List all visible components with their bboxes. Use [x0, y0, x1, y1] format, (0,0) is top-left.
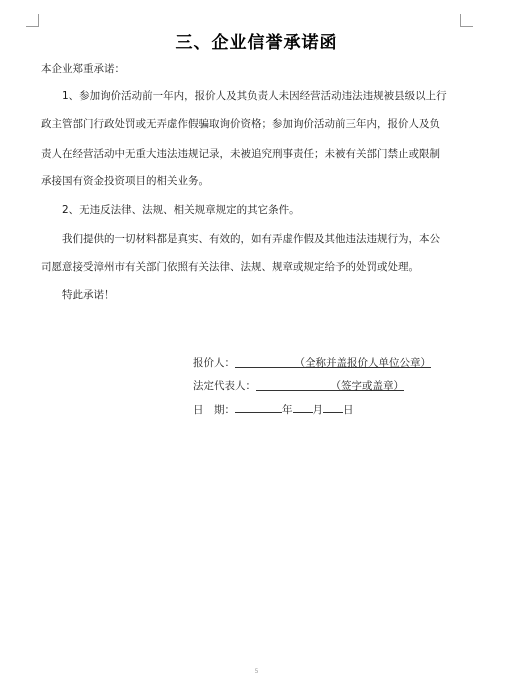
day-label: 日	[343, 404, 354, 416]
signature-bidder-row	[193, 356, 431, 370]
salutation: 本企业郑重承诺：	[41, 63, 125, 75]
rep-label: 法定代表人：	[193, 380, 256, 392]
year-label: 年	[282, 404, 293, 416]
para3-line-1: 我们提供的一切材料都是真实、有效的，如有弄虚作假及其他违法违规行为，本公	[62, 233, 440, 245]
para2: 2、无违反法律、法规、相关规章规定的其它条件。	[62, 204, 300, 216]
date-label: 日 期：	[193, 404, 235, 416]
bidder-note: （全称并盖报价人单位公章）	[294, 357, 431, 369]
document-title: 三、企业信誉承诺函	[175, 33, 338, 53]
crop-mark-top-left	[26, 14, 39, 27]
para1-line-1: 1、参加询价活动前一年内，报价人及其负责人未因经营活动违法违规被县级以上行	[62, 90, 447, 102]
page-number: 5	[254, 668, 259, 675]
closing: 特此承诺！	[62, 289, 115, 301]
bidder-label: 报价人：	[193, 357, 235, 369]
day-field[interactable]	[323, 401, 343, 413]
year-field[interactable]	[235, 401, 282, 413]
para1-line-4: 承接国有资金投资项目的相关业务。	[41, 175, 209, 187]
bidder-field[interactable]	[235, 356, 431, 368]
month-label: 月	[312, 404, 323, 416]
signature-date-row	[193, 401, 354, 417]
crop-mark-top-right	[460, 14, 473, 27]
rep-note: （签字或盖章）	[330, 380, 404, 392]
para1-line-3: 责人在经营活动中无重大违法违规记录，未被追究刑事责任；未被有关部门禁止或限制	[41, 148, 440, 160]
rep-field[interactable]	[256, 379, 404, 391]
month-field[interactable]	[293, 401, 313, 413]
signature-rep-row	[193, 379, 404, 393]
para1-line-2: 政主管部门行政处罚或无弄虚作假骗取询价资格；参加询价活动前三年内，报价人及负	[41, 118, 440, 130]
para3-line-2: 司愿意接受漳州市有关部门依照有关法律、法规、规章或规定给予的处罚或处理。	[41, 261, 419, 273]
